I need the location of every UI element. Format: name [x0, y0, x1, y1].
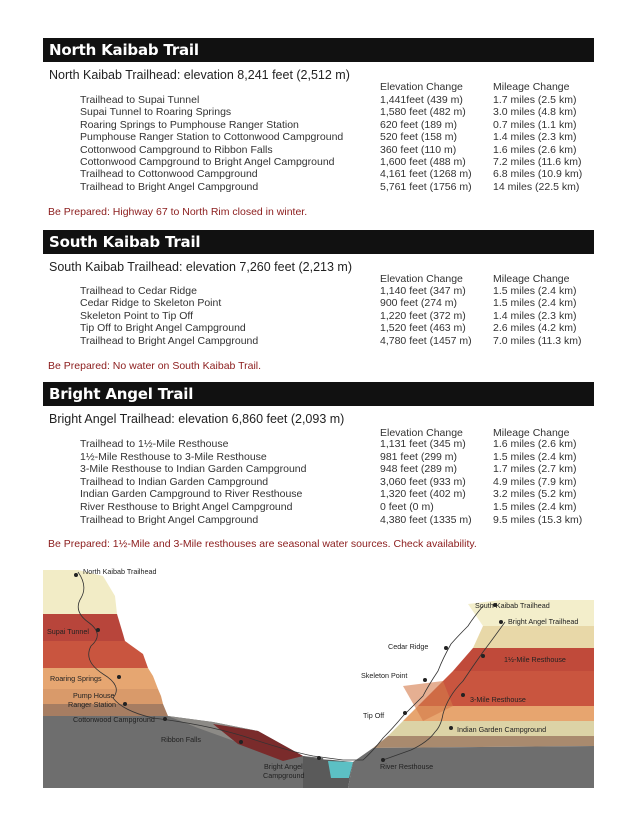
segment-cell: Trailhead to 1½-Mile Resthouse [80, 438, 229, 450]
elevation-cell: 1,520 feet (463 m) [380, 322, 466, 335]
elevation-cell: 1,140 feet (347 m) [380, 285, 466, 297]
segment-cell: Trailhead to Indian Garden Campground [80, 475, 269, 488]
segment-cell: River Resthouse to Bright Angel Campground [80, 501, 293, 513]
mileage-cell: 1.4 miles (2.3 km) [493, 309, 577, 322]
mileage-cell: 6.8 miles (10.9 km) [493, 168, 583, 181]
bright-mile-header: Mileage Change [493, 427, 570, 439]
mileage-cell: 7.0 miles (11.3 km) [493, 334, 582, 347]
mileage-cell: 1.5 miles (2.4 km) [493, 501, 577, 513]
label-tip-off: Tip Off [363, 711, 385, 720]
segment-cell: Cottonwood Campground to Bright Angel Campground [80, 156, 335, 168]
mileage-cell: 1.5 miles (2.4 km) [493, 285, 577, 297]
mileage-cell: 14 miles (22.5 km) [493, 180, 580, 193]
label-ribbon-falls: Ribbon Falls [161, 735, 201, 744]
elevation-cell: 948 feet (289 m) [380, 463, 458, 476]
label-bright-angel-campground-1: Bright Angel [264, 762, 303, 771]
segment-cell: Trailhead to Cedar Ridge [80, 285, 197, 297]
mileage-cell: 1.6 miles (2.6 km) [493, 438, 577, 450]
mileage-cell: 1.7 miles (2.7 km) [493, 463, 577, 476]
south-elev-header: Elevation Change [380, 273, 463, 285]
label-cottonwood-campground: Cottonwood Campground [73, 715, 155, 724]
segment-cell: Roaring Springs to Pumphouse Ranger Station [80, 118, 299, 131]
label-three-mile-resthouse: 3-Mile Resthouse [470, 695, 526, 704]
segment-cell: 3-Mile Resthouse to Indian Garden Campground [80, 463, 307, 476]
south-be-prepared: Be Prepared: No water on South Kaibab Trail. [48, 360, 262, 372]
mileage-cell: 4.9 miles (7.9 km) [493, 475, 577, 488]
mileage-cell: 9.5 miles (15.3 km) [493, 513, 583, 526]
elevation-cell: 1,320 feet (402 m) [380, 488, 466, 501]
north-trailhead-elevation: North Kaibab Trailhead: elevation 8,241 feet (2,512 m) [49, 68, 350, 82]
elevation-cell: 1,131 feet (345 m) [380, 438, 466, 450]
label-indian-garden-campground: Indian Garden Campground [457, 725, 547, 734]
elevation-cell: 1,580 feet (482 m) [380, 106, 466, 119]
south-trailhead-elevation: South Kaibab Trailhead: elevation 7,260 feet (2,213 m) [49, 260, 352, 274]
south-mile-header: Mileage Change [493, 273, 570, 285]
segment-cell: Supai Tunnel to Roaring Springs [80, 106, 232, 119]
mileage-cell: 1.6 miles (2.6 km) [493, 143, 577, 156]
segment-cell: Indian Garden Campground to River Resthouse [80, 488, 303, 501]
segment-cell: Trailhead to Bright Angel Campground [80, 513, 259, 526]
label-north-kaibab-trailhead: North Kaibab Trailhead [83, 567, 157, 576]
label-roaring-springs: Roaring Springs [50, 674, 102, 683]
elevation-cell: 620 feet (189 m) [380, 118, 458, 131]
bright-elev-header: Elevation Change [380, 427, 463, 439]
bright-trailhead-elevation: Bright Angel Trailhead: elevation 6,860 feet (2,093 m) [49, 412, 345, 426]
label-south-kaibab-trailhead: South Kaibab Trailhead [475, 601, 550, 610]
label-pump-house: Pump House [73, 691, 115, 700]
segment-cell: Tip Off to Bright Angel Campground [80, 322, 246, 335]
elevation-cell: 5,761 feet (1756 m) [380, 180, 472, 193]
label-river-resthouse: River Resthouse [380, 762, 434, 771]
mileage-cell: 1.4 miles (2.3 km) [493, 131, 577, 144]
label-skeleton-point: Skeleton Point [361, 671, 408, 680]
label-one-half-mile-resthouse: 1½-Mile Resthouse [504, 655, 566, 664]
elevation-cell: 520 feet (158 m) [380, 131, 458, 144]
bright-angel-section [43, 382, 594, 552]
elevation-cell: 360 feet (110 m) [380, 143, 457, 156]
mileage-cell: 2.6 miles (4.2 km) [493, 322, 577, 335]
elevation-cell: 4,161 feet (1268 m) [380, 168, 472, 181]
elevation-cell: 981 feet (299 m) [380, 450, 458, 463]
south-kaibab-title: South Kaibab Trail [43, 230, 594, 254]
north-kaibab-title: North Kaibab Trail [43, 38, 594, 62]
mileage-cell: 0.7 miles (1.1 km) [493, 118, 577, 131]
elevation-cell: 1,220 feet (372 m) [380, 309, 466, 322]
segment-cell: Pumphouse Ranger Station to Cottonwood Campground [80, 131, 344, 144]
mileage-cell: 7.2 miles (11.6 km) [493, 156, 582, 168]
segment-cell: Skeleton Point to Tip Off [80, 309, 194, 322]
mileage-cell: 3.2 miles (5.2 km) [493, 488, 577, 501]
north-be-prepared: Be Prepared: Highway 67 to North Rim closed in winter. [48, 206, 308, 218]
elevation-cell: 0 feet (0 m) [380, 501, 434, 513]
south-kaibab-section [43, 230, 594, 375]
mileage-cell: 1.7 miles (2.5 km) [493, 94, 577, 106]
elevation-cell: 4,380 feet (1335 m) [380, 513, 472, 526]
label-ranger-station: Ranger Station [68, 700, 116, 709]
segment-cell: Trailhead to Bright Angel Campground [80, 334, 259, 347]
north-elev-header: Elevation Change [380, 81, 463, 93]
north-kaibab-section [43, 38, 594, 218]
mileage-cell: 1.5 miles (2.4 km) [493, 297, 577, 310]
mileage-cell: 3.0 miles (4.8 km) [493, 106, 577, 119]
elevation-cell: 1,441feet (439 m) [380, 94, 463, 106]
mileage-cell: 1.5 miles (2.4 km) [493, 450, 577, 463]
elevation-cell: 4,780 feet (1457 m) [380, 334, 472, 347]
segment-cell: Cottonwood Campground to Ribbon Falls [80, 143, 273, 156]
label-bright-angel-campground-2: Campground [263, 771, 305, 780]
segment-cell: Cedar Ridge to Skeleton Point [80, 297, 222, 310]
canyon-profile-diagram [43, 556, 594, 788]
bright-angel-title: Bright Angel Trail [43, 382, 594, 406]
segment-cell: Trailhead to Supai Tunnel [80, 94, 200, 106]
segment-cell: Trailhead to Cottonwood Campground [80, 168, 258, 181]
label-bright-angel-trailhead: Bright Angel Trailhead [508, 617, 579, 626]
elevation-cell: 3,060 feet (933 m) [380, 475, 466, 488]
label-supai-tunnel: Supai Tunnel [47, 627, 89, 636]
segment-cell: Trailhead to Bright Angel Campground [80, 180, 259, 193]
north-mile-header: Mileage Change [493, 81, 570, 93]
elevation-cell: 900 feet (274 m) [380, 297, 458, 310]
segment-cell: 1½-Mile Resthouse to 3-Mile Resthouse [80, 450, 267, 463]
elevation-cell: 1,600 feet (488 m) [380, 156, 466, 168]
bright-be-prepared: Be Prepared: 1½-Mile and 3-Mile resthouses are seasonal water sources. Check availability. [48, 538, 477, 550]
label-cedar-ridge: Cedar Ridge [388, 642, 429, 651]
